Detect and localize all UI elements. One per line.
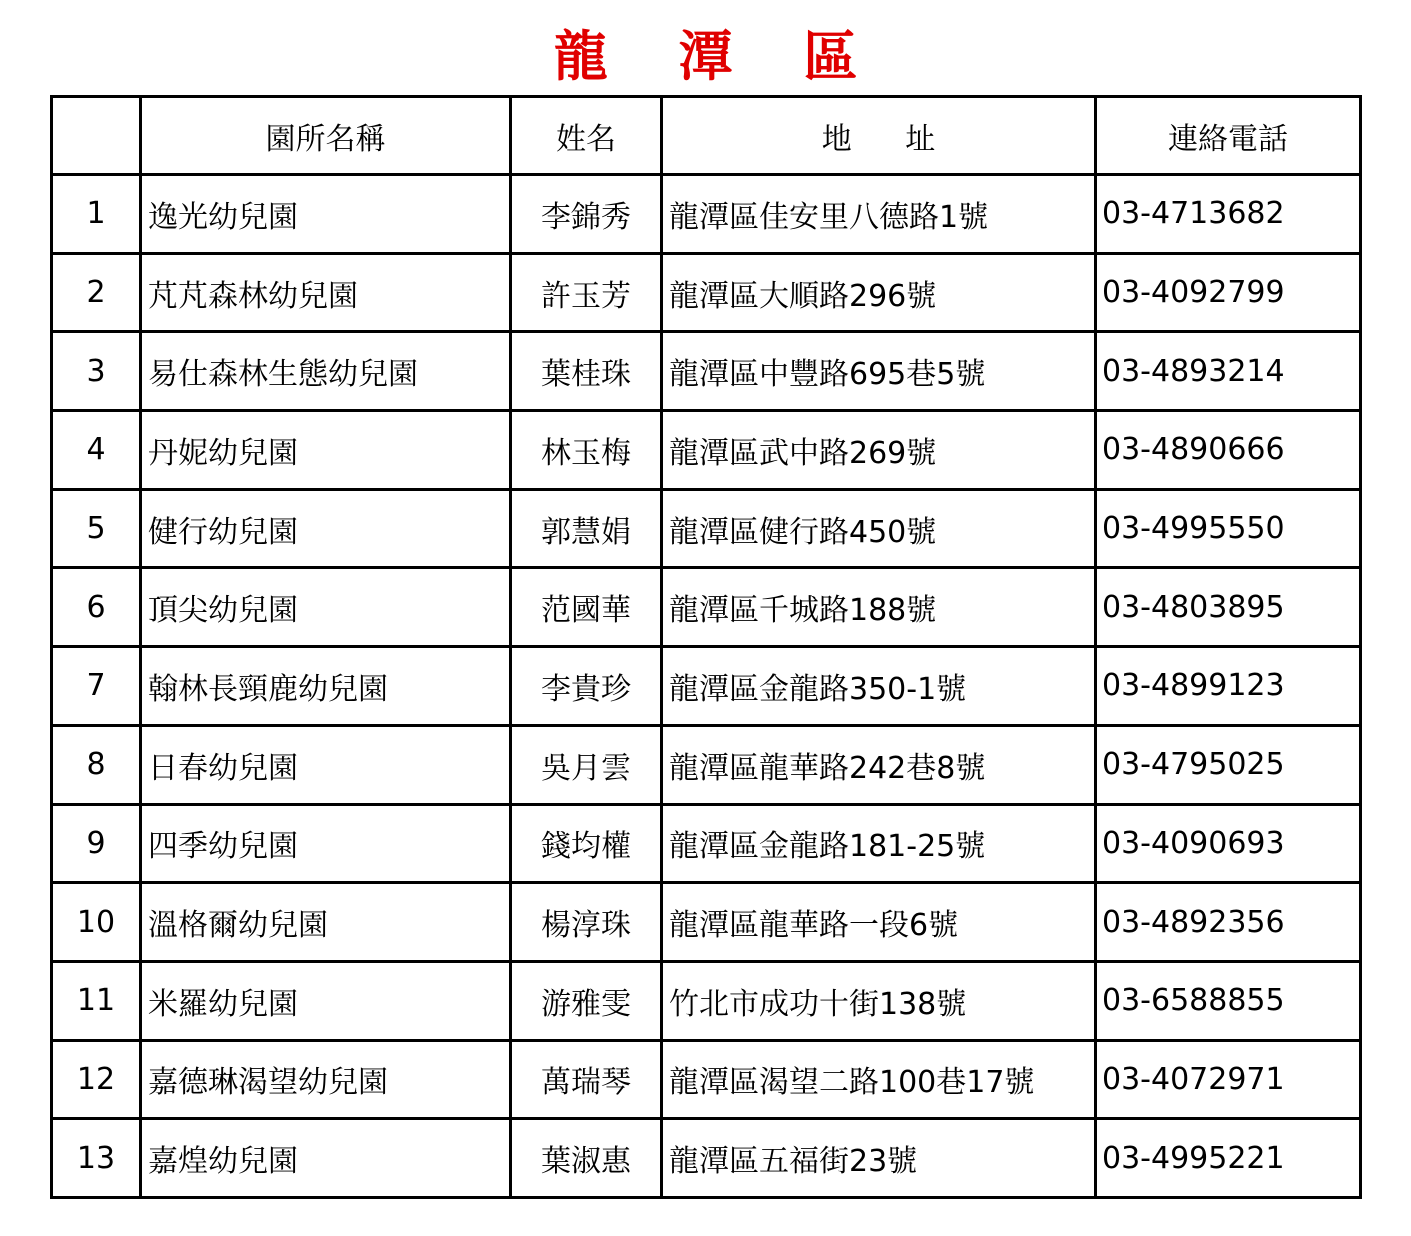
cell-address: 龍潭區龍華路242巷8號 xyxy=(662,725,1096,804)
table-row xyxy=(52,253,1361,332)
cell-phone: 03-6588855 xyxy=(1096,961,1361,1040)
cell-school-name: 翰林長頸鹿幼兒園 xyxy=(141,647,511,726)
cell-number: 11 xyxy=(52,961,141,1040)
cell-phone: 03-4072971 xyxy=(1096,1040,1361,1119)
table-row xyxy=(52,332,1361,411)
cell-person-name: 錢均權 xyxy=(511,804,662,883)
cell-person-name: 李錦秀 xyxy=(511,175,662,254)
cell-address: 龍潭區千城路188號 xyxy=(662,568,1096,647)
table-row xyxy=(52,961,1361,1040)
cell-person-name: 葉淑惠 xyxy=(511,1119,662,1198)
table-row xyxy=(52,725,1361,804)
cell-phone: 03-4090693 xyxy=(1096,804,1361,883)
table-row xyxy=(52,489,1361,568)
cell-school-name: 四季幼兒園 xyxy=(141,804,511,883)
cell-address: 竹北市成功十街138號 xyxy=(662,961,1096,1040)
cell-number: 3 xyxy=(52,332,141,411)
header-number xyxy=(52,97,141,175)
table-row xyxy=(52,804,1361,883)
cell-person-name: 郭慧娟 xyxy=(511,489,662,568)
cell-address: 龍潭區大順路296號 xyxy=(662,253,1096,332)
table-row xyxy=(52,175,1361,254)
cell-school-name: 嘉煌幼兒園 xyxy=(141,1119,511,1198)
cell-person-name: 許玉芳 xyxy=(511,253,662,332)
cell-school-name: 丹妮幼兒園 xyxy=(141,411,511,490)
cell-phone: 03-4892356 xyxy=(1096,883,1361,962)
table-row xyxy=(52,568,1361,647)
cell-number: 5 xyxy=(52,489,141,568)
cell-address: 龍潭區中豐路695巷5號 xyxy=(662,332,1096,411)
cell-person-name: 葉桂珠 xyxy=(511,332,662,411)
cell-address: 龍潭區佳安里八德路1號 xyxy=(662,175,1096,254)
cell-address: 龍潭區龍華路一段6號 xyxy=(662,883,1096,962)
cell-person-name: 李貴珍 xyxy=(511,647,662,726)
cell-school-name: 頂尖幼兒園 xyxy=(141,568,511,647)
table-row xyxy=(52,1040,1361,1119)
cell-number: 7 xyxy=(52,647,141,726)
cell-school-name: 溫格爾幼兒園 xyxy=(141,883,511,962)
cell-number: 1 xyxy=(52,175,141,254)
cell-number: 8 xyxy=(52,725,141,804)
cell-phone: 03-4995221 xyxy=(1096,1119,1361,1198)
cell-school-name: 日春幼兒園 xyxy=(141,725,511,804)
cell-address: 龍潭區武中路269號 xyxy=(662,411,1096,490)
cell-number: 9 xyxy=(52,804,141,883)
table-row xyxy=(52,647,1361,726)
table-row xyxy=(52,1119,1361,1198)
kindergarten-table xyxy=(50,95,1362,1199)
cell-address: 龍潭區金龍路181-25號 xyxy=(662,804,1096,883)
cell-phone: 03-4995550 xyxy=(1096,489,1361,568)
cell-phone: 03-4890666 xyxy=(1096,411,1361,490)
cell-address: 龍潭區金龍路350-1號 xyxy=(662,647,1096,726)
cell-address: 龍潭區健行路450號 xyxy=(662,489,1096,568)
cell-phone: 03-4893214 xyxy=(1096,332,1361,411)
cell-school-name: 易仕森林生態幼兒園 xyxy=(141,332,511,411)
cell-phone: 03-4713682 xyxy=(1096,175,1361,254)
cell-person-name: 范國華 xyxy=(511,568,662,647)
cell-person-name: 楊淳珠 xyxy=(511,883,662,962)
cell-phone: 03-4899123 xyxy=(1096,647,1361,726)
cell-school-name: 嘉德琳渴望幼兒園 xyxy=(141,1040,511,1119)
cell-number: 10 xyxy=(52,883,141,962)
cell-school-name: 芃芃森林幼兒園 xyxy=(141,253,511,332)
cell-phone: 03-4795025 xyxy=(1096,725,1361,804)
cell-number: 12 xyxy=(52,1040,141,1119)
cell-phone: 03-4092799 xyxy=(1096,253,1361,332)
table-row xyxy=(52,411,1361,490)
cell-person-name: 林玉梅 xyxy=(511,411,662,490)
table-body xyxy=(52,175,1361,1198)
header-address: 地 址 xyxy=(662,97,1096,175)
header-phone: 連絡電話 xyxy=(1096,97,1361,175)
cell-phone: 03-4803895 xyxy=(1096,568,1361,647)
cell-person-name: 游雅雯 xyxy=(511,961,662,1040)
cell-number: 4 xyxy=(52,411,141,490)
cell-address: 龍潭區渴望二路100巷17號 xyxy=(662,1040,1096,1119)
cell-number: 13 xyxy=(52,1119,141,1198)
cell-school-name: 健行幼兒園 xyxy=(141,489,511,568)
cell-number: 2 xyxy=(52,253,141,332)
cell-school-name: 米羅幼兒園 xyxy=(141,961,511,1040)
table-row xyxy=(52,883,1361,962)
cell-person-name: 吳月雲 xyxy=(511,725,662,804)
page-title: 龍 潭 區 xyxy=(553,25,884,88)
header-person-name: 姓名 xyxy=(511,97,662,175)
cell-number: 6 xyxy=(52,568,141,647)
cell-person-name: 萬瑞琴 xyxy=(511,1040,662,1119)
table-header-row xyxy=(52,97,1361,175)
cell-school-name: 逸光幼兒園 xyxy=(141,175,511,254)
cell-address: 龍潭區五福街23號 xyxy=(662,1119,1096,1198)
header-school-name: 園所名稱 xyxy=(141,97,511,175)
